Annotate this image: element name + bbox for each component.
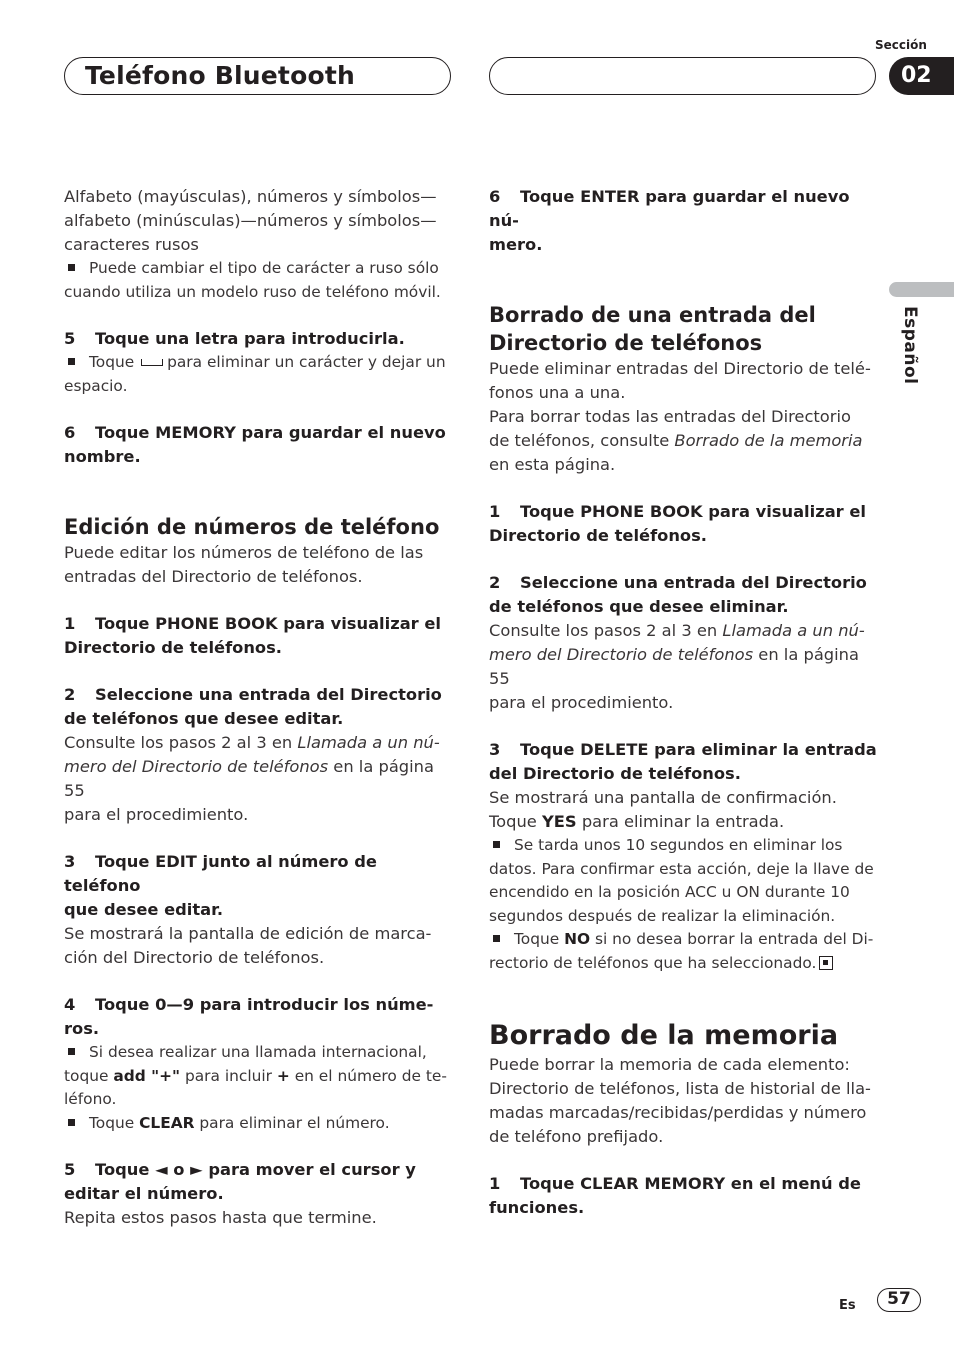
end-of-section-icon: [819, 956, 833, 970]
edit-intro: Puede editar los números de teléfono de las entradas del Directorio de teléfonos.: [64, 543, 424, 586]
bullet-square-icon: [68, 1119, 75, 1126]
bullet-square-icon: [68, 358, 75, 365]
edit-step-4-note-1: Si desea realizar una llamada internacional, toque add "+" para incluir + en el número de te- léfono.: [64, 1043, 447, 1108]
delete-all-text: Para borrar todas las entradas del Directorio de teléfonos, consulte Borrado de la memoria en esta página.: [489, 407, 863, 474]
clear-memory-heading: Borrado de la memoria: [489, 1020, 839, 1051]
delete-intro: Puede eliminar entradas del Directorio de telé- fonos una a una.: [489, 359, 871, 402]
header-title-box: [64, 57, 451, 95]
clear-memory-step-1: 1 Toque CLEAR MEMORY en el menú de funciones.: [489, 1174, 861, 1217]
bullet-square-icon: [68, 264, 75, 271]
edit-step-1: 1 Toque PHONE BOOK para visualizar el Directorio de teléfonos.: [64, 614, 442, 657]
bullet-square-icon: [68, 1048, 75, 1055]
clear-memory-intro: Puede borrar la memoria de cada elemento: Directorio de teléfonos, lista de historial de lla- madas marcadas/recibidas/perdidas y número de teléfono prefijado.: [489, 1055, 871, 1146]
language-tab: [889, 282, 954, 297]
delete-step-2-body: Consulte los pasos 2 al 3 en Llamada a un nú- mero del Directorio de teléfonos en la página 55 para el procedimiento.: [489, 621, 865, 712]
delete-step-3-body: Se mostrará una pantalla de confirmación. Toque YES para eliminar la entrada.: [489, 788, 837, 831]
space-key-icon: [141, 359, 163, 366]
page-title: Teléfono Bluetooth: [85, 61, 355, 90]
edit-step-3-body: Se mostrará la pantalla de edición de marca- ción del Directorio de teléfonos.: [64, 924, 432, 967]
edit-step-5-body: Repita estos pasos hasta que termine.: [64, 1208, 377, 1227]
header-right-box: [489, 57, 876, 95]
bullet-square-icon: [493, 841, 500, 848]
step-6-memory: 6 Toque MEMORY para guardar el nuevo nombre.: [64, 423, 446, 466]
edit-step-2: 2 Seleccione una entrada del Directorio de teléfonos que desee editar.: [64, 685, 442, 728]
step-5-note: Toque para eliminar un carácter y dejar un espacio.: [64, 353, 446, 395]
delete-step-3: 3 Toque DELETE para eliminar la entrada del Directorio de teléfonos.: [489, 740, 877, 783]
delete-step-3-note-1: Se tarda unos 10 segundos en eliminar los datos. Para confirmar esta acción, deje la llave de encendido en la posición ACC u ON durante 10 segundos después de realizar la eliminación.: [489, 836, 874, 925]
delete-step-1: 1 Toque PHONE BOOK para visualizar el Directorio de teléfonos.: [489, 502, 867, 545]
footer-language: Es: [839, 1298, 856, 1313]
edit-step-3: 3 Toque EDIT junto al número de teléfono que desee editar.: [64, 852, 377, 919]
edit-step-5: 5 Toque ◄ o ► para mover el cursor y editar el número.: [64, 1160, 416, 1203]
edit-step-2-body: Consulte los pasos 2 al 3 en Llamada a un nú- mero del Directorio de teléfonos en la página 55 para el procedimiento.: [64, 733, 440, 824]
edit-numbers-heading: Edición de números de teléfono: [64, 515, 440, 539]
edit-step-4: 4 Toque 0—9 para introducir los núme- ros.: [64, 995, 434, 1038]
language-label: Español: [900, 306, 920, 385]
page-number: 57: [877, 1288, 921, 1312]
step-6-enter: 6 Toque ENTER para guardar el nuevo nú- mero.: [489, 187, 850, 254]
section-number-badge: 02: [889, 57, 954, 95]
delete-step-3-note-2: Toque NO si no desea borrar la entrada del Di- rectorio de teléfonos que ha seleccionado.: [489, 930, 874, 972]
intro-note: Puede cambiar el tipo de carácter a ruso sólo cuando utiliza un modelo ruso de teléfono móvil.: [64, 259, 441, 301]
section-label: Sección: [875, 38, 927, 52]
edit-step-4-note-2: Toque CLEAR para eliminar el número.: [64, 1112, 454, 1136]
right-column: [489, 185, 879, 1220]
intro-text: Alfabeto (mayúsculas), números y símbolos— alfabeto (minúsculas)—números y símbolos— caracteres rusos: [64, 187, 437, 254]
bullet-square-icon: [493, 935, 500, 942]
delete-step-2: 2 Seleccione una entrada del Directorio de teléfonos que desee eliminar.: [489, 573, 867, 616]
delete-entry-heading: Borrado de una entrada del Directorio de teléfonos: [489, 303, 816, 355]
step-5-letter: 5 Toque una letra para introducirla.: [64, 329, 405, 348]
left-column: [64, 185, 454, 1230]
